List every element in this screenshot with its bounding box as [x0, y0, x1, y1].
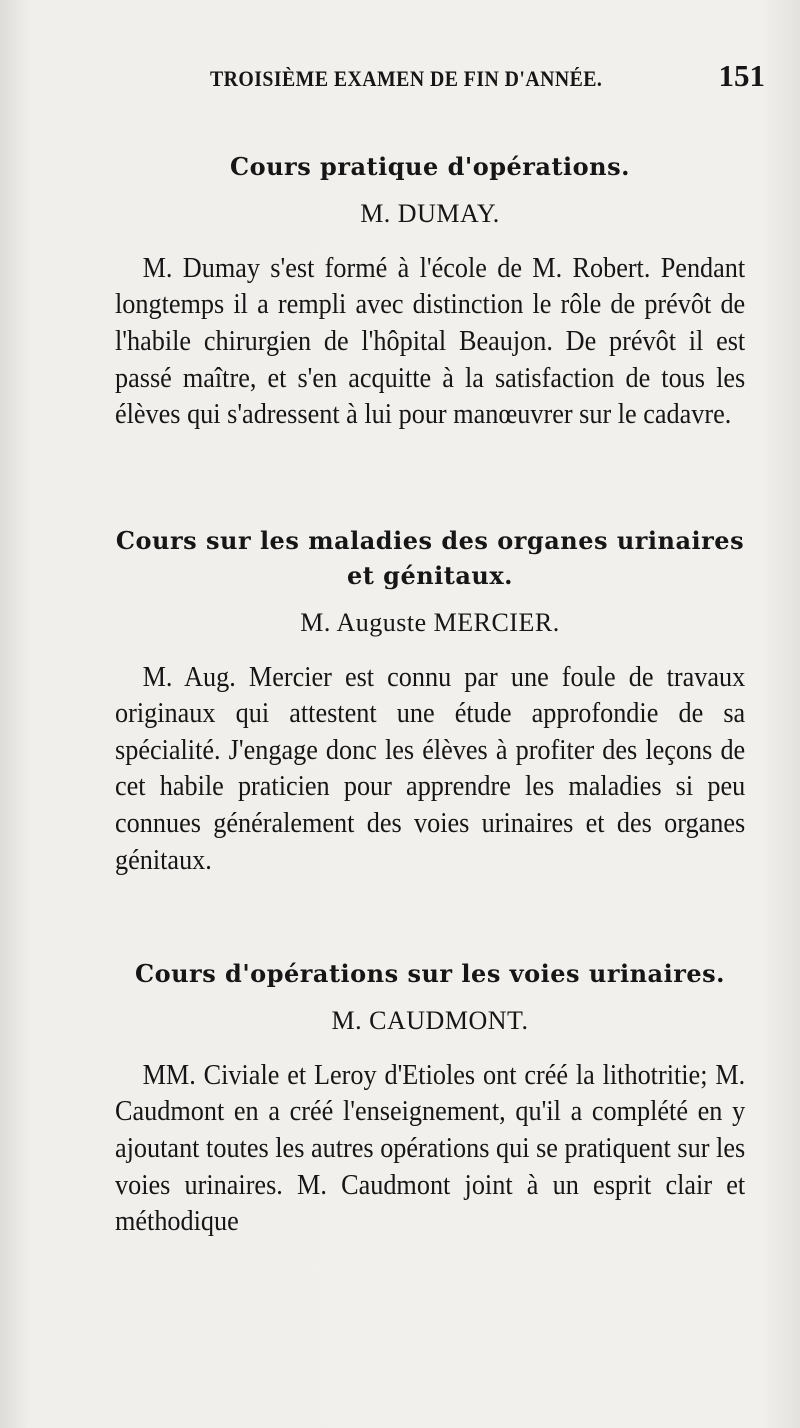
teacher-name: M. DUMAY.: [360, 198, 500, 228]
teacher-name: M. Auguste MERCIER.: [300, 607, 560, 637]
section-paragraph: M. Dumay s'est formé à l'école de M. Robert. Pendant longtemps il a rempli avec distinction le rôle de prévôt de l'habile chirurgien de l'hôpital Beaujon. De prévôt il est passé maître, et s'en acquitte à la satisfaction de tous les élèves qui s'adressent à lui pour manœuvrer sur le cadavre.: [115, 252, 746, 431]
section-title: Cours pratique d'opérations.: [229, 152, 630, 181]
running-title: TROISIÈME EXAMEN DE FIN D'ANNÉE.: [210, 66, 603, 91]
section-paragraph: MM. Civiale et Leroy d'Etioles ont créé la lithotritie; M. Caudmont en a créé l'enseignement, qu'il a complété en y ajoutant toutes les autres opérations qui se pratiquent sur les voies urinaires. M. Caudmont joint à un esprit clair et méthodique: [115, 1059, 746, 1238]
section-paragraph: M. Aug. Mercier est connu par une foule de travaux originaux qui attestent une étude approfondie de sa spécialité. J'engage donc les élèves à profiter des leçons de cet habile praticien pour apprendre les maladies si peu connues généralement des voies urinaires et des organes génitaux.: [115, 661, 746, 876]
section-title: Cours d'opérations sur les voies urinaires.: [134, 959, 725, 988]
section-caudmont: [115, 957, 745, 1241]
page-header: [210, 58, 765, 94]
page-number: 151: [718, 58, 765, 93]
section-title: Cours sur les maladies des organes urinaires et génitaux.: [115, 526, 745, 590]
teacher-name: M. CAUDMONT.: [331, 1005, 529, 1035]
section-mercier: [115, 524, 745, 879]
section-dumay: [115, 150, 745, 434]
